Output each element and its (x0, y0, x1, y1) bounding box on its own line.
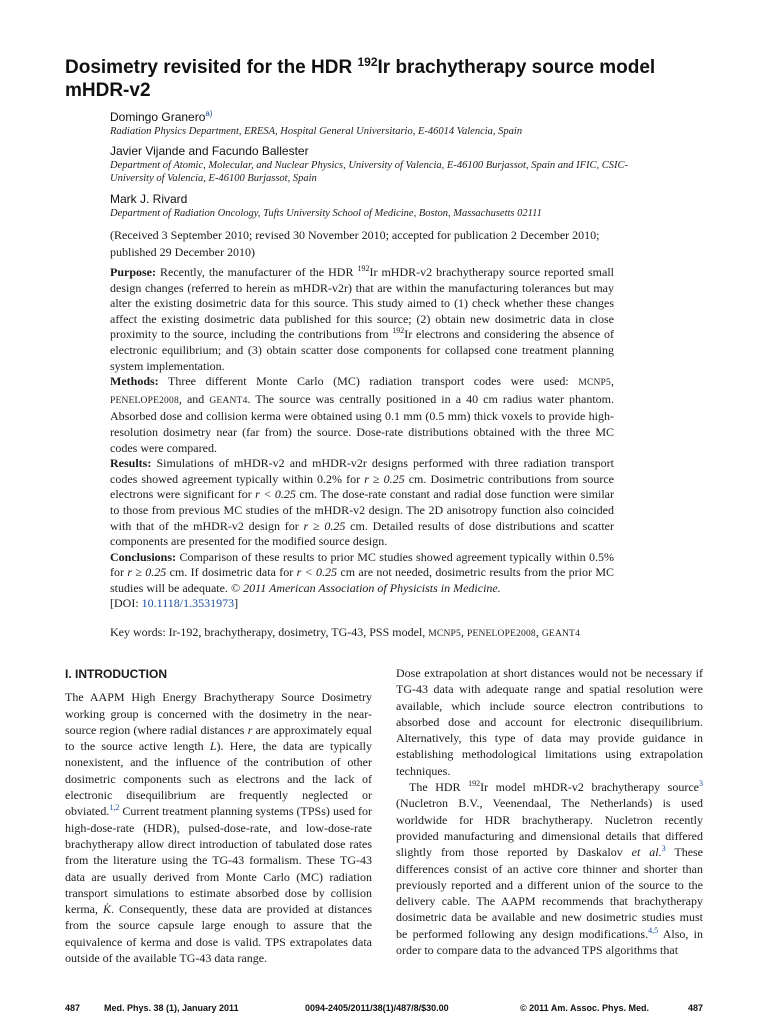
article-title: Dosimetry revisited for the HDR $^{192}$Ir brachytherapy source model mHDR-v2 (65, 55, 656, 101)
doi-link[interactable]: 10.1118/1.3531973 (141, 596, 235, 611)
page-number-left: 487 (65, 1003, 81, 1013)
page-number-right: 487 (688, 1003, 704, 1013)
intro-paragraph-2: The HDR $^{192}$Ir model mHDR-v2 brachytherapy source$^3$ (Nucletron B.V., Veenendaal, The Netherlands) is used worldwide for HDR brachytherapy. Nucletron recently provided manufacturing and dimensional details that differed slightly from those reported by Daskalov et al.$^3$ These differences consist of an active core thinner and shorter than previously reported and a different union of the source to the delivery cable. The AAPM recommends that brachytherapy dosimetric data be available and new dosimetric studies must be performed following any design modifications.$^{4,5}$ Also, in order to compare data to the advanced TPS algorithms that (396, 779, 704, 958)
citation-link[interactable]: 3 (699, 779, 703, 789)
footer-copyright: © 2011 Am. Assoc. Phys. Med. (520, 1003, 650, 1013)
journal-citation: Med. Phys. 38 (1), January 2011 (104, 1003, 239, 1013)
body-column-left (65, 665, 372, 966)
intro-paragraph-continued: Dose extrapolation at short distances would not be necessary if TG-43 data with adequate range and spatial resolution were available, which include source electron contributions to absorbed dose and account for electronic disequilibrium. Alternatively, this type of data may provide guidance in establishing methodological limitations using extrapolation techniques. (396, 666, 703, 778)
affiliation-granero: Radiation Physics Department, ERESA, Hospital General Universitario, E-46014 Valencia, Spain (110, 126, 523, 137)
received-dates: (Received 3 September 2010; revised 30 November 2010; accepted for publication 2 December 2010; published 29 December 2010) (110, 228, 600, 259)
author-rivard: Mark J. Rivard (110, 192, 188, 206)
intro-paragraph-1: The AAPM High Energy Brachytherapy Source Dosimetry working group is concerned with the dosimetry in the near-source region (where radial distances r are approximately equal to the source active length L). Here, the data are typically nonexistent, and the influence of the contribution of other dosimetric components such as electrons and the lack of electronic disequilibrium are frequently neglected or obviated.$^{1,2}$ Current treatment planning systems (TPSs) used for high-dose-rate (HDR), pulsed-dose-rate, and low-dose-rate brachytherapy allow direct introduction of tabulated dose rates from the literature using the TG-43 formalism. These TG-43 data are usually derived from Monte Carlo (MC) radiation transport simulations to estimate absorbed dose by collision kerma, K̇. Consequently, these data are provided at distances from the source capsule large enough to assure that the equivalence of kerma and dose is valid. TPS extrapolates data outside of the available TG-43 data range. (65, 690, 373, 966)
keywords: Key words: Ir-192, brachytherapy, dosimetry, TG-43, PSS model, MCNP5, PENELOPE2008, GEANT4 (110, 625, 581, 639)
abstract-purpose: Purpose: Recently, the manufacturer of the HDR $^{192}$Ir mHDR-v2 brachytherapy source reported small design changes (referred to herein as mHDR-v2r) that are within the manufacturing tolerances but may alter the existing dosimetric data for this source. This study aimed to (1) check whether these changes affect the existing dosimetric data published for this source; (2) obtain new dosimetric data in close proximity to the source, including the contributions from $^{192}$Ir electrons and considering the absence of electronic equilibrium; and (3) obtain scatter dose components for collapsed cone treatment planning system implementation. (110, 264, 615, 373)
abstract-conclusions: Conclusions: Comparison of these results to prior MC studies showed agreement typically within 0.5% for r ≥ 0.25 cm. If dosimetric data for r < 0.25 cm are not needed, dosimetric results from the prior MC studies will be adequate. © 2011 American Association of Physicists in Medicine. [DOI: 10.1118/1.3531973] (110, 549, 615, 611)
abstract-results: Results: Simulations of mHDR-v2 and mHDR-v2r designs performed with three radiation transport codes showed agreement typically within 0.2% for r ≥ 0.25 cm. Dosimetric contributions from source electrons were significant for r < 0.25 cm. The dose-rate constant and radial dose function were similar to those from previous MC studies of the mHDR-v2 design. The 2D anisotropy function also coincided with that of the mHDR-v2 design for r ≥ 0.25 cm. Detailed results of dose distributions and scatter components are presented for the modified source design. (110, 456, 614, 549)
author-vijande-ballester: Javier Vijande and Facundo Ballester (110, 144, 309, 158)
body-column-right (396, 665, 703, 958)
abstract (110, 265, 614, 612)
citation-link[interactable]: 1,2 (109, 803, 120, 813)
citation-link[interactable]: 4,5 (648, 925, 659, 935)
affiliation-rivard: Department of Radiation Oncology, Tufts University School of Medicine, Boston, Massachusetts 02111 (110, 208, 542, 219)
author-granero: Domingo Granero$^{a)}$ (110, 109, 213, 124)
section-heading: I. INTRODUCTION (65, 667, 167, 681)
affiliation-vijande-ballester: Department of Atomic, Molecular, and Nuclear Physics, University of Valencia, E-46100 Burjassot, Spain and IFIC, CSIC-University of Valencia, E-46100 Burjassot, Spain (110, 160, 629, 184)
article-code: 0094-2405/2011/38(1)/487/8/$30.00 (305, 1003, 449, 1013)
abstract-methods: Methods: Three different Monte Carlo (MC) radiation transport codes were used: MCNP5, PENELOPE2008, and GEANT4. The source was centrally positioned in a 40 cm radius water phantom. Absorbed dose and collision kerma were obtained using 0.1 mm (0.5 mm) thick voxels to provide high-resolution dosimetry near (far from) the source. Dose-rate distributions obtained with the three MC codes were compared. (110, 374, 615, 455)
citation-link[interactable]: 3 (661, 844, 666, 854)
author-footnote-link[interactable]: a) (205, 109, 213, 118)
